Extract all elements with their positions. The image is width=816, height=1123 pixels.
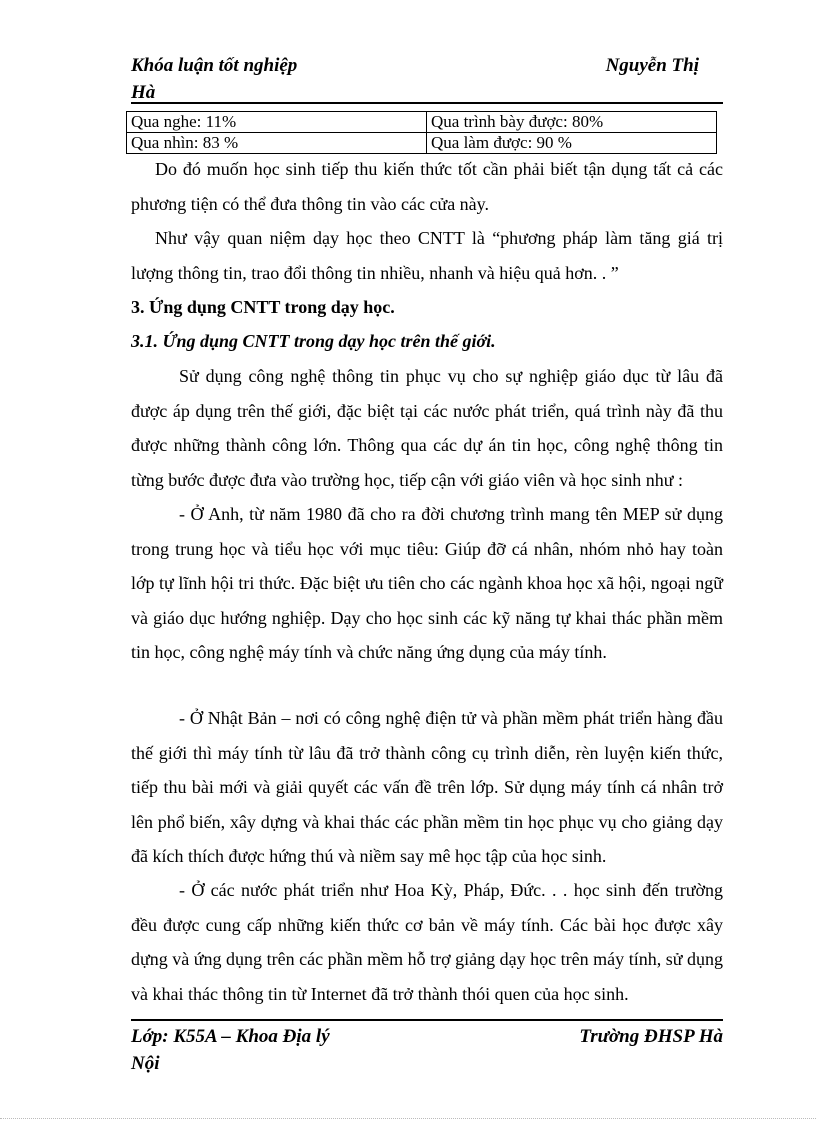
table-cell: Qua trình bày được: 80% [427, 112, 717, 133]
table-row [127, 133, 717, 154]
page-footer [131, 1023, 723, 1075]
paragraph-5: - Ở Nhật Bản – nơi có công nghệ điện tử và phần mềm phát triển hàng đầu thế giới thì máy tính từ lâu đã trở thành công cụ trình diễn, rèn luyện kiến thức, tiếp thu bài mới và giải quyết các vấn đề trên lớp. Sử dụng máy tính cá nhân trở lên phổ biến, xây dựng và khai thác các phần mềm tin học phục vụ cho giảng dạy đã kích thích được hứng thú và niềm say mê học tập của học sinh. [131, 708, 723, 866]
table-cell: Qua nhìn: 83 % [127, 133, 427, 154]
paragraph-2: Như vậy quan niệm dạy học theo CNTT là “phương pháp làm tăng giá trị lượng thông tin, trao đổi thông tin nhiều, nhanh và hiệu quả hơn. . ” [131, 228, 723, 283]
paragraph-4: - Ở Anh, từ năm 1980 đã cho ra đời chương trình mang tên MEP sử dụng trong trung học và tiểu học với mục tiêu: Giúp đỡ cá nhân, nhóm nhỏ hay toàn lớp tự lĩnh hội tri thức. Đặc biệt ưu tiên cho các ngành khoa học xã hội, ngoại ngữ và giáo dục hướng nghiệp. Dạy cho học sinh các kỹ năng tự khai thác phần mềm tin học, công nghệ máy tính và chức năng ứng dụng của máy tính. [131, 504, 723, 662]
footer-rule [131, 1019, 723, 1021]
header-rule [131, 102, 723, 104]
section-heading-3: 3. Ứng dụng CNTT trong dạy học. [131, 297, 395, 317]
footer-class-continuation: Nội [131, 1053, 160, 1074]
page-header [131, 52, 721, 104]
paragraph-1: Do đó muốn học sinh tiếp thu kiến thức tốt cần phải biết tận dụng tất cả các phương tiện có thể đưa thông tin vào các cửa này. [131, 159, 723, 214]
header-thesis-label: Khóa luận tốt nghiệp [131, 55, 298, 76]
header-author-name: Nguyễn Thị [605, 55, 699, 76]
paragraph-3: Sử dụng công nghệ thông tin phục vụ cho sự nghiệp giáo dục từ lâu đã được áp dụng trên thế giới, đặc biệt tại các nước phát triển, quá trình này đã thu được những thành công lớn. Thông qua các dự án tin học, công nghệ thông tin từng bước được đưa vào trường học, tiếp cận với giáo viên và học sinh như : [131, 366, 723, 490]
footer-class-label: Lớp: K55A – Khoa Địa lý [131, 1026, 330, 1047]
header-name-continuation: Hà [131, 82, 156, 103]
footer-left [131, 1023, 330, 1077]
header-left [131, 52, 297, 106]
table-cell: Qua nghe: 11% [127, 112, 427, 133]
page-bottom-edge [0, 1118, 816, 1119]
learning-stats-table [126, 111, 717, 154]
footer-university: Trường ĐHSP Hà [579, 1026, 723, 1047]
table-row [127, 112, 717, 133]
section-heading-3-1: 3.1. Ứng dụng CNTT trong dạy học trên thế giới. [131, 331, 496, 351]
paragraph-6: - Ở các nước phát triển như Hoa Kỳ, Pháp, Đức. . . học sinh đến trường đều được cung cấp những kiến thức cơ bản về máy tính. Các bài học được xây dựng và ứng dụng trên các phần mềm hỗ trợ giảng dạy học trên máy tính, sử dụng và khai thác thông tin từ Internet đã trở thành thói quen của học sinh. [131, 880, 723, 1004]
table-cell: Qua làm được: 90 % [427, 133, 717, 154]
